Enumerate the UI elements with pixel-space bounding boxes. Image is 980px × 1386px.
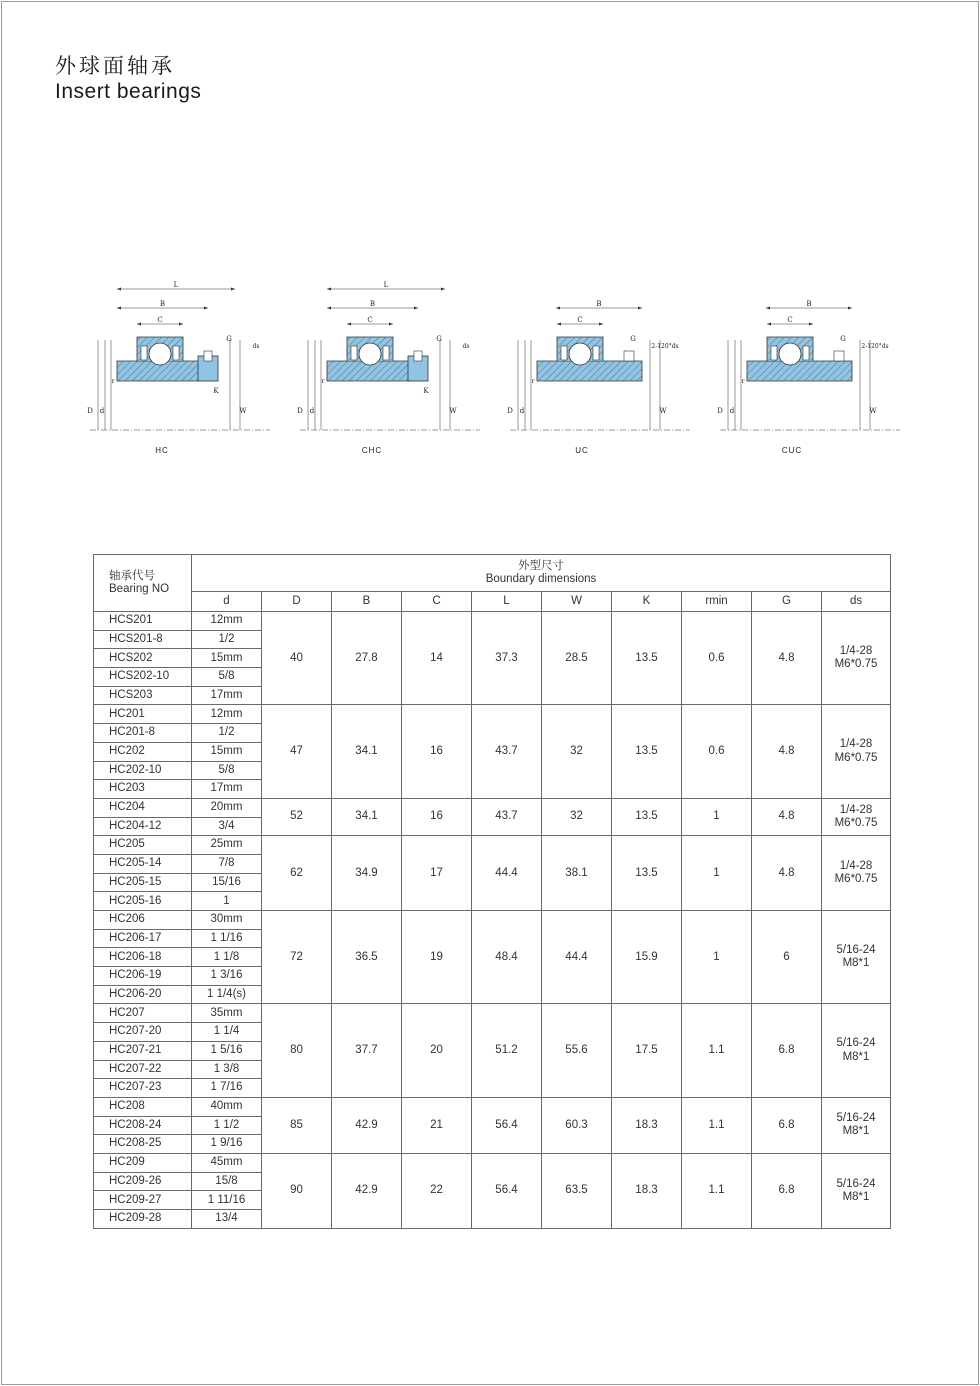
dim-rmin-cell: 0.6 [682,612,752,705]
bearing-number-cell: HCS202-10 [94,668,192,687]
dim-rmin-cell: 1.1 [682,1097,752,1153]
bearing-number-cell: HC206-18 [94,948,192,967]
dim-l: L [173,281,179,289]
column-header-d: d [192,592,262,612]
dim-d-cell: 90 [262,1153,332,1228]
set-screw [414,351,422,361]
bearing-number-cell: HC206 [94,911,192,930]
ds-metric: M8*1 [842,1125,870,1138]
dim-l-cell: 56.4 [472,1153,542,1228]
bearing-number-cell: HC207-20 [94,1023,192,1042]
dim-d-bore: d [99,407,105,415]
table-row [94,836,891,855]
dim-g-cell: 6.8 [752,1004,822,1097]
dim-b-cell: 42.9 [332,1097,402,1153]
dim-k-cell: 13.5 [612,705,682,798]
set-screw [834,351,844,361]
dim-w: W [659,407,667,415]
dim-g-cell: 6 [752,911,822,1004]
bore-d-cell: 20mm [192,798,262,817]
ds-imperial: 5/16-24 [836,1177,876,1190]
dim-g-cell: 4.8 [752,705,822,798]
bore-d-cell: 15mm [192,742,262,761]
bearing-number-cell: HC208-25 [94,1135,192,1154]
ds-metric: M8*1 [842,1190,870,1203]
dim-w-cell: 44.4 [542,911,612,1004]
bore-d-cell: 12mm [192,705,262,724]
dim-d-bore: d [309,407,315,415]
boundary-dimensions-header [192,555,891,592]
table-row [94,612,891,631]
bearing-no-en: Bearing NO [109,583,170,595]
table-row [94,1004,891,1023]
bore-d-cell: 1 1/8 [192,948,262,967]
column-header-g: G [752,592,822,612]
dim-c-cell: 22 [402,1153,472,1228]
bore-d-cell: 25mm [192,836,262,855]
dim-k-cell: 17.5 [612,1004,682,1097]
dim-g-cell: 6.8 [752,1153,822,1228]
bore-d-cell: 1 3/16 [192,967,262,986]
dim-c: C [157,316,163,324]
dim-d-cell: 85 [262,1097,332,1153]
bearing-number-cell: HC205-14 [94,854,192,873]
column-header-k: K [612,592,682,612]
dim-w-cell: 63.5 [542,1153,612,1228]
bearing-no-cn: 轴承代号 [109,569,155,582]
dim-d-outer: D [87,407,93,415]
dim-rmin-cell: 1 [682,911,752,1004]
dim-d-cell: 40 [262,612,332,705]
bearing-dimensions-table [93,554,891,1229]
dim-r: r [111,378,115,385]
dim-r: r [741,378,745,385]
dim-c: C [787,316,793,324]
bearing-number-cell: HC208 [94,1097,192,1116]
column-header-ds: ds [822,592,891,612]
bore-d-cell: 1 11/16 [192,1191,262,1210]
dim-b-cell: 27.8 [332,612,402,705]
ds-imperial: 5/16-24 [836,1112,876,1125]
dim-rmin-cell: 1.1 [682,1153,752,1228]
bore-d-cell: 40mm [192,1097,262,1116]
dim-k-cell: 18.3 [612,1153,682,1228]
column-header-b: B [332,592,402,612]
page-title-cn: 外球面轴承 [55,54,175,78]
bore-d-cell: 45mm [192,1153,262,1172]
dim-l-cell: 51.2 [472,1004,542,1097]
dim-w-cell: 60.3 [542,1097,612,1153]
dim-d-cell: 80 [262,1004,332,1097]
dim-b: B [596,300,602,308]
dim-l-cell: 37.3 [472,612,542,705]
dim-w-cell: 38.1 [542,836,612,911]
dim-r: r [531,378,535,385]
dim-w: W [869,407,877,415]
dim-w-cell: 28.5 [542,612,612,705]
dim-w-cell: 32 [542,705,612,798]
ds-metric: M6*0.75 [834,817,878,830]
bearing-number-cell: HCS201-8 [94,630,192,649]
boundary-en: Boundary dimensions [485,573,597,585]
dim-g: G [436,335,442,343]
dim-c-cell: 20 [402,1004,472,1097]
dim-l: L [383,281,389,289]
bore-d-cell: 1 9/16 [192,1135,262,1154]
bearing-number-cell: HC209-26 [94,1172,192,1191]
ball [569,343,591,365]
dim-g-cell: 4.8 [752,612,822,705]
diagram-chc [297,281,480,455]
dim-ds-cell [822,911,891,1004]
diagram-label: UC [575,446,589,455]
column-header-d: D [262,592,332,612]
ds-imperial: 1/4-28 [839,645,873,657]
bore-d-cell: 1 3/8 [192,1060,262,1079]
bore-d-cell: 5/8 [192,761,262,780]
dim-ds: 2-120°ds [651,343,679,350]
dim-c-cell: 17 [402,836,472,911]
ds-imperial: 5/16-24 [836,1037,876,1050]
dim-k-cell: 13.5 [612,836,682,911]
bore-d-cell: 15/16 [192,873,262,892]
bore-d-cell: 1 [192,892,262,911]
column-header-c: C [402,592,472,612]
ds-imperial: 5/16-24 [836,944,876,956]
dim-k: K [423,387,429,395]
dim-b: B [369,300,376,308]
dim-ds: ds [252,343,260,350]
dim-k-cell: 13.5 [612,798,682,835]
bore-d-cell: 1 7/16 [192,1079,262,1098]
dim-b-cell: 37.7 [332,1004,402,1097]
dim-l-cell: 48.4 [472,911,542,1004]
dim-b-cell: 42.9 [332,1153,402,1228]
bearing-no-header [94,555,192,612]
dim-g: G [840,335,846,343]
dim-b: B [159,300,166,308]
dim-g: G [226,335,232,343]
table-row [94,911,891,930]
dim-ds-cell [822,798,891,835]
diagram-hc [87,281,270,455]
dim-l-cell: 43.7 [472,798,542,835]
diagram-uc [507,300,690,455]
bore-d-cell: 1 5/16 [192,1041,262,1060]
dim-g-cell: 4.8 [752,798,822,835]
bore-d-cell: 1/2 [192,724,262,743]
dim-d-outer: D [297,407,303,415]
dim-ds-cell [822,1097,891,1153]
bearing-number-cell: HC203 [94,780,192,799]
bearing-number-cell: HC207 [94,1004,192,1023]
dim-ds: ds [462,343,470,350]
dim-b: B [806,300,812,308]
dim-ds-cell [822,1004,891,1097]
bore-d-cell: 17mm [192,780,262,799]
ball [359,343,381,365]
dim-c-cell: 14 [402,612,472,705]
dim-ds-cell [822,836,891,911]
ball [779,343,801,365]
diagram-label: CUC [781,446,803,455]
bearing-number-cell: HC205-16 [94,892,192,911]
bearing-number-cell: HC205 [94,836,192,855]
boundary-cn: 外型尺寸 [518,559,565,572]
dim-c: C [367,316,373,324]
dim-k-cell: 18.3 [612,1097,682,1153]
bore-d-cell: 1/2 [192,630,262,649]
dim-b-cell: 34.1 [332,798,402,835]
dim-ds: 2-120°ds [861,343,889,350]
set-screw [204,351,212,361]
bearing-number-cell: HC201-8 [94,724,192,743]
dim-d-outer: D [717,407,723,415]
dim-k: K [213,387,219,395]
bearing-number-cell: HC202 [94,742,192,761]
dim-d-cell: 72 [262,911,332,1004]
ds-imperial: 1/4-28 [839,859,873,872]
dim-g-cell: 6.8 [752,1097,822,1153]
dim-d-cell: 62 [262,836,332,911]
bearing-number-cell: HC209 [94,1153,192,1172]
dim-c-cell: 19 [402,911,472,1004]
dim-rmin-cell: 0.6 [682,705,752,798]
diagram-label: CHC [361,446,383,455]
set-screw [624,351,634,361]
dim-b-cell: 34.1 [332,705,402,798]
dim-rmin-cell: 1 [682,836,752,911]
bearing-number-cell: HC209-27 [94,1191,192,1210]
dim-w: W [449,407,457,415]
dim-w-cell: 55.6 [542,1004,612,1097]
ds-imperial: 1/4-28 [839,803,873,816]
bearing-number-cell: HCS202 [94,649,192,668]
bore-d-cell: 1 1/4 [192,1023,262,1042]
column-header-w: W [542,592,612,612]
diagram-label: HC [155,446,169,455]
bearing-number-cell: HC207-21 [94,1041,192,1060]
bore-d-cell: 15/8 [192,1172,262,1191]
bore-d-cell: 30mm [192,911,262,930]
bore-d-cell: 13/4 [192,1210,262,1229]
dim-l-cell: 44.4 [472,836,542,911]
dim-ds-cell [822,705,891,798]
bearing-number-cell: HCS203 [94,686,192,705]
dim-w: W [239,407,247,415]
dim-d-bore: d [519,407,525,415]
bore-d-cell: 3/4 [192,817,262,836]
dim-c-cell: 16 [402,798,472,835]
bearing-number-cell: HCS201 [94,612,192,631]
ds-metric: M8*1 [842,1050,870,1063]
dim-rmin-cell: 1.1 [682,1004,752,1097]
ds-imperial: 1/4-28 [839,738,873,751]
bore-d-cell: 5/8 [192,668,262,687]
dim-rmin-cell: 1 [682,798,752,835]
bearing-number-cell: HC204 [94,798,192,817]
ds-metric: M8*1 [842,957,870,970]
column-header-l: L [472,592,542,612]
bore-d-cell: 7/8 [192,854,262,873]
dim-k-cell: 13.5 [612,612,682,705]
ds-metric: M6*0.75 [834,751,878,764]
bore-d-cell: 1 1/16 [192,929,262,948]
dim-r: r [321,378,325,385]
page-title-en: Insert bearings [55,80,202,103]
bearing-number-cell: HC207-22 [94,1060,192,1079]
bearing-number-cell: HC207-23 [94,1079,192,1098]
ds-metric: M6*0.75 [834,658,878,671]
bearing-number-cell: HC201 [94,705,192,724]
table-row [94,1097,891,1116]
bore-d-cell: 17mm [192,686,262,705]
dim-ds-cell [822,612,891,705]
bearing-number-cell: HC206-20 [94,985,192,1004]
dim-b-cell: 34.9 [332,836,402,911]
bore-d-cell: 35mm [192,1004,262,1023]
dim-b-cell: 36.5 [332,911,402,1004]
dim-l-cell: 56.4 [472,1097,542,1153]
dim-c-cell: 21 [402,1097,472,1153]
dim-c-cell: 16 [402,705,472,798]
dim-g-cell: 4.8 [752,836,822,911]
bearing-number-cell: HC205-15 [94,873,192,892]
dim-ds-cell [822,1153,891,1228]
dim-d-cell: 47 [262,705,332,798]
table-row [94,705,891,724]
diagram-cuc [717,300,900,455]
bearing-diagrams [80,270,910,465]
dim-l-cell: 43.7 [472,705,542,798]
table-row [94,798,891,817]
dim-g: G [630,335,636,343]
bearing-number-cell: HC209-28 [94,1210,192,1229]
dim-d-bore: d [729,407,735,415]
column-header-rmin: rmin [682,592,752,612]
dim-d-cell: 52 [262,798,332,835]
bearing-number-cell: HC206-19 [94,967,192,986]
bore-d-cell: 12mm [192,612,262,631]
ds-metric: M6*0.75 [834,873,878,886]
bore-d-cell: 1 1/4(s) [192,985,262,1004]
bearing-number-cell: HC206-17 [94,929,192,948]
dim-k-cell: 15.9 [612,911,682,1004]
bore-d-cell: 15mm [192,649,262,668]
bore-d-cell: 1 1/2 [192,1116,262,1135]
ball [149,343,171,365]
dim-w-cell: 32 [542,798,612,835]
table-row [94,1153,891,1172]
dim-d-outer: D [507,407,513,415]
bearing-number-cell: HC202-10 [94,761,192,780]
bearing-number-cell: HC208-24 [94,1116,192,1135]
dim-c: C [577,316,583,324]
bearing-number-cell: HC204-12 [94,817,192,836]
